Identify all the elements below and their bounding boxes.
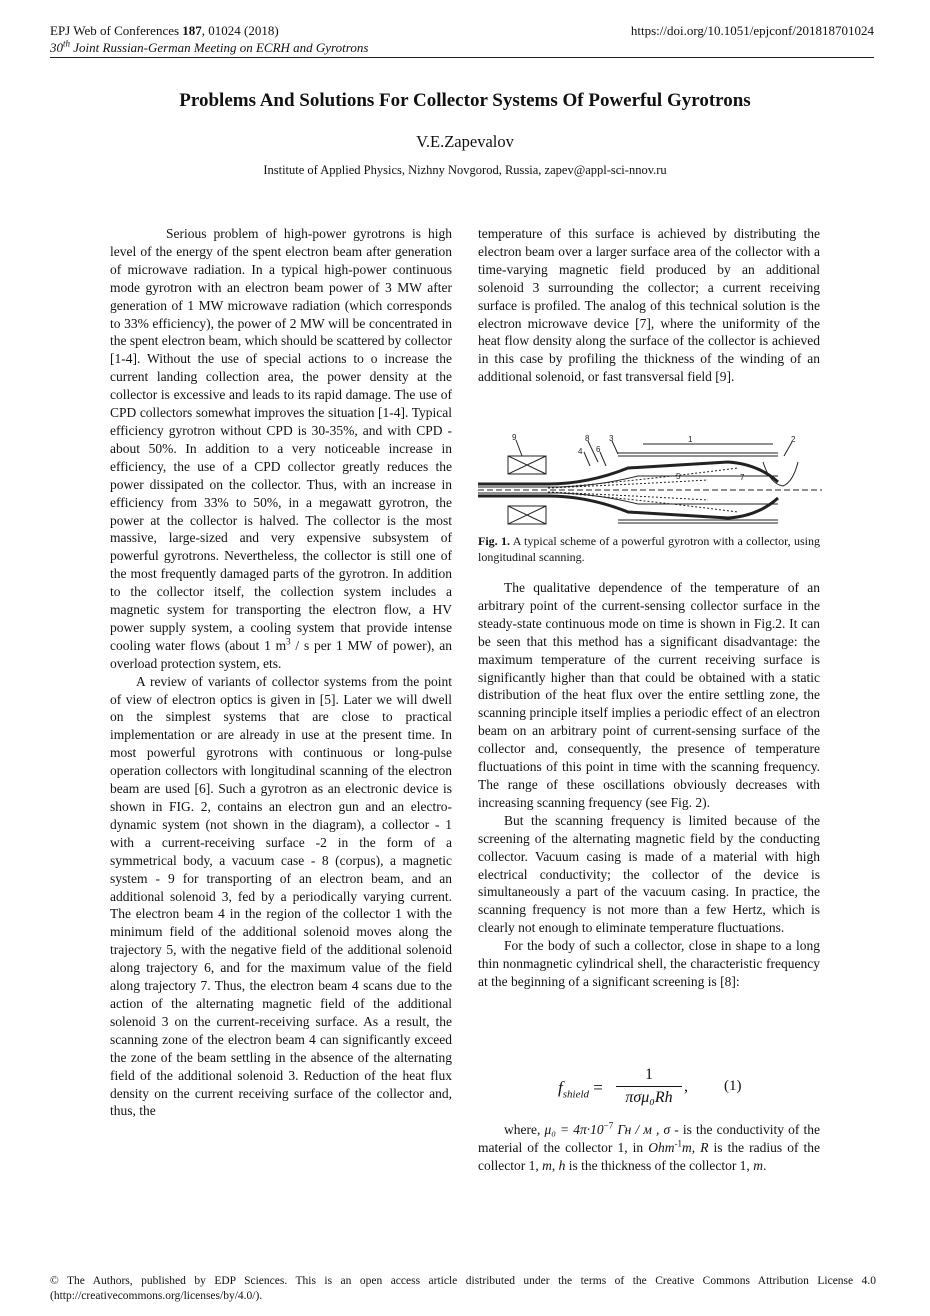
- affiliation: Institute of Applied Physics, Nizhny Novgorod, Russia, zapev@appl-sci-nnov.ru: [263, 163, 667, 177]
- page-header: [50, 22, 874, 56]
- doi-link[interactable]: https://doi.org/10.1051/epjconf/201818701024: [630, 23, 874, 38]
- license-footer: © The Authors, published by EDP Sciences. This is an open access article distributed under the terms of the Creative Commons Attribution License 4.0 (http://creativecommons.org/licenses/by/4.0/).: [50, 1275, 876, 1302]
- fig-label-8: 8: [585, 434, 590, 443]
- journal-line: EPJ Web of Conferences 187, 01024 (2018): [50, 23, 279, 38]
- fig-label-3: 3: [609, 434, 614, 443]
- left-column: [110, 225, 452, 1120]
- paragraph: Serious problem of high-power gyrotrons is high level of the energy of the spent electron beam after generation of microwave radiation. In a typical high-power continuous mode gyrotron with an electron beam power of 3 MW after generation of 1 MW microwave radiation (which corresponds to 33% efficiency), the power of 2 MW will be concentrated in the spent electron beam, which should be scattered by collector [1-4]. Without the use of special actions to o increase the current landing collection area, the power density at the collector is excessive and leads to its rapid damage. The use of CPD collectors somewhat improves the situation [1-4]. Typical efficiency gyrotron without CPD is 30-35%, and with CPD - about 50%. In addition to a very noticeable increase in efficiency, the use of a CPD collector greatly reduces the power dissipated on the collector. Thus, with an increase in efficiency from 33% to 50%, in a megawatt gyrotron, the power at the collector is halved. The collector is the most massive, large-sized and very expensive subsystem of powerful gyrotrons. Nevertheless, the collector is still one of the most frequently damaged parts of the gyrotron. In addition to the collector itself, the collection system includes a magnetic system for transporting the electron flow, a HV power supply system, a cooling system that provide intense cooling water flows (about 1 $m^3$ / s per 1 MW of power), an overload protection system, ets.: [110, 226, 452, 671]
- figure-caption: Fig. 1. A typical scheme of a powerful gyrotron with a collector, using longitudinal scanning.: [478, 534, 820, 564]
- fig-label-9: 9: [512, 433, 517, 442]
- equation-lhs: $f_{shield}$ =: [558, 1078, 603, 1101]
- paragraph: For the body of such a collector, close in shape to a long thin nonmagnetic cylindrical shell, the characteristic frequency at the beginning of a significant screening is [8]:: [478, 938, 820, 989]
- fig-label-4: 4: [578, 447, 583, 456]
- paragraph: The qualitative dependence of the temperature of an arbitrary point of the current-sensing collector surface in the steady-state continuous mode on time is shown in Fig.2. It can be seen that this method has a significant disadvantage: the maximum temperature of the current receiving surface is significantly higher than that could be obtained with a static distribution of the heat flux over the entire settling zone, the scanning principle itself implies a periodic effect of an electron beam on an arbitrary point of current-sensing surface of the collector and, consequently, the presence of temperature fluctuations of this point in time with the scanning frequency. The range of these oscillations obviously decreases with increasing scanning frequency (see Fig. 2).: [478, 580, 820, 810]
- fig-label-2: 2: [791, 435, 796, 444]
- right-column-bottom: [478, 1121, 820, 1175]
- fig-label-5: 5: [676, 472, 681, 481]
- gyrotron-collector-figure: [478, 432, 822, 528]
- equation-1: $f_{shield}$ = 1 πσμ₀Rh , (1): [558, 1066, 742, 1106]
- meeting-line: 30th Joint Russian-German Meeting on ECRH and Gyrotrons: [50, 38, 369, 55]
- paragraph: But the scanning frequency is limited because of the screening of the alternating magnetic field by the conducting collector. Vacuum casing is made of a material with high electrical conductivity; the collector of the device is simultaneously a part of the vacuum casing. In practice, the scanning frequency is not more than a few Hertz, which is clearly not enough to eliminate temperature fluctuations.: [478, 812, 820, 936]
- paragraph: where, $\mu_0 = 4\pi\cdot 10^{-7}$ Гн / м , σ - is the conductivity of the material of the collector 1, in Ohm$^{-1}$m, R is the radius of the collector 1, m, h is the thickness of the collector 1, m.: [478, 1120, 821, 1173]
- paragraph: temperature of this surface is achieved by distributing the electron beam over a larger surface area of the collector with a time-varying magnetic field produced by an additional solenoid 3 surrounding the collector; a current receiving surface is profiled. The analog of this technical solution is the electron microwave device [7], where the uniformity of the heat flow density along the surface of the collector is achieved in this case by profiling the thickness of the winding of an additional solenoid, or fast transversal field [9].: [478, 226, 820, 385]
- paragraph: A review of variants of collector systems from the point of view of electron optics is given in [5]. Later we will dwell on the simplest systems that are close to practical implementation or are already in use at the present time. In most powerful gyrotrons with continuous or long-pulse operation collectors with longitudinal scanning of the electron beam are used [6]. Such a gyrotron as an electronic device is shown in FIG. 2, contains an electron gun and an electro-dynamic system (not shown in the diagram), a collector - 1 with a current-receiving surface -2 in the form of a symmetrical body, a vacuum case - 8 (corpus), a magnetic system - 9 for transporting of an electron beam, and an additional solenoid 3, fed by a periodically varying current. The electron beam 4 in the region of the collector 1 with the minimum field of the additional solenoid moves along the trajectory 5, with the negative field of the additional solenoid along trajectory 6, and for the maximum value of the field along trajectory 7. Thus, the electron beam 4 scans due to the action of the alternating magnetic field of the additional solenoid 3 on the current-receiving surface. As a result, the scanning zone of the electron beam 4 can significantly exceed the zone of the beam settling in the absence of the alternating field of the additional solenoid 3. Reduction of the heat flux density on the current receiving surface of the collector and, thus, the: [110, 673, 452, 1119]
- right-column-top: [478, 225, 820, 386]
- header-divider: [50, 57, 874, 58]
- right-column-mid: [478, 579, 820, 991]
- fig-label-6: 6: [596, 445, 601, 454]
- equation-fraction: 1 πσμ₀Rh: [616, 1066, 682, 1107]
- fig-label-7: 7: [740, 473, 745, 482]
- paper-title: Problems And Solutions For Collector Systems Of Powerful Gyrotrons: [179, 90, 751, 111]
- author: V.E.Zapevalov: [416, 132, 514, 151]
- equation-number: (1): [724, 1078, 742, 1094]
- fig-label-1: 1: [688, 435, 693, 444]
